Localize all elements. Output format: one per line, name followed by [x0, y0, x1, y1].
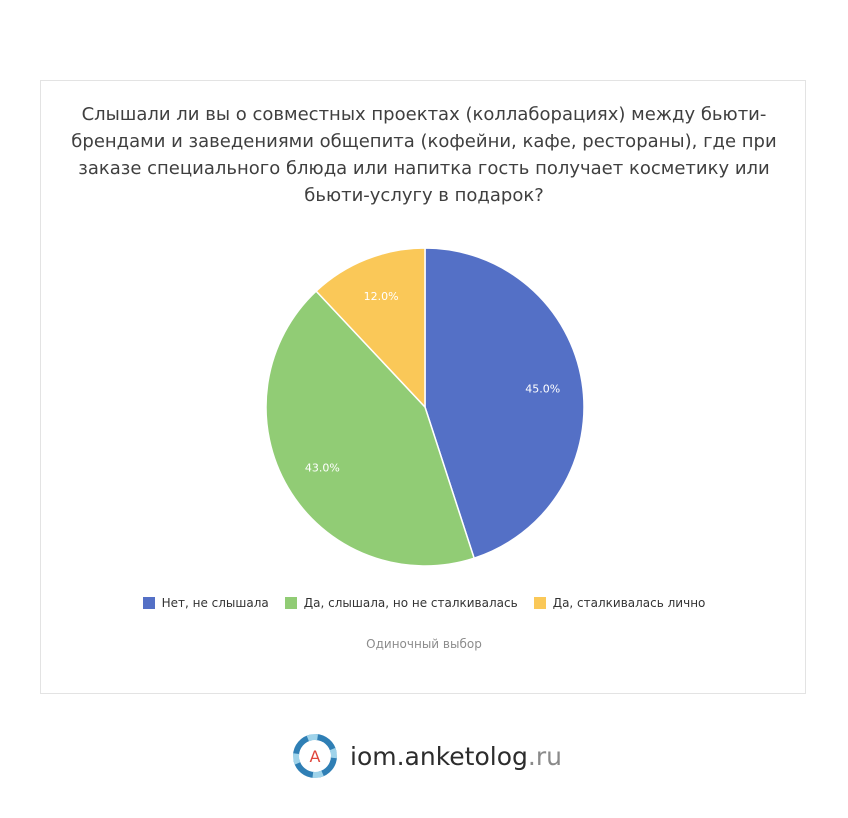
brand-name: iom.anketolog	[350, 741, 528, 771]
legend-swatch	[285, 597, 297, 609]
legend-label: Да, слышала, но не сталкивалась	[303, 596, 518, 610]
pie-chart	[41, 81, 807, 581]
legend-item-3[interactable]	[534, 596, 706, 610]
legend-label: Да, сталкивалась лично	[552, 596, 706, 610]
legend-label: Нет, не слышала	[161, 596, 269, 610]
pie-slice-label-1: 45.0%	[525, 382, 561, 396]
brand-tld: .ru	[527, 741, 562, 771]
chart-title: Слышали ли вы о совместных проектах (коллаборациях) между бьюти-брендами и заведениями общепита (кофейни, кафе, рестораны), где при заказе специального блюда или напитка гость получает косметику или бьюти-услугу в подарок?	[71, 104, 777, 206]
brand-text	[350, 742, 562, 771]
legend-item-1[interactable]	[143, 596, 269, 610]
question-type: Одиночный выбор	[366, 637, 482, 651]
brand[interactable]	[292, 733, 562, 779]
pie-slice-label-2: 43.0%	[304, 461, 340, 475]
legend-swatch	[143, 597, 155, 609]
pie-slice-label-3: 12.0%	[363, 290, 399, 304]
anketolog-logo-icon	[292, 733, 338, 779]
legend	[41, 596, 807, 610]
logo-letter: A	[309, 747, 321, 766]
chart-card	[40, 80, 806, 694]
pie-slices	[266, 248, 584, 566]
legend-swatch	[534, 597, 546, 609]
legend-item-2[interactable]	[285, 596, 518, 610]
